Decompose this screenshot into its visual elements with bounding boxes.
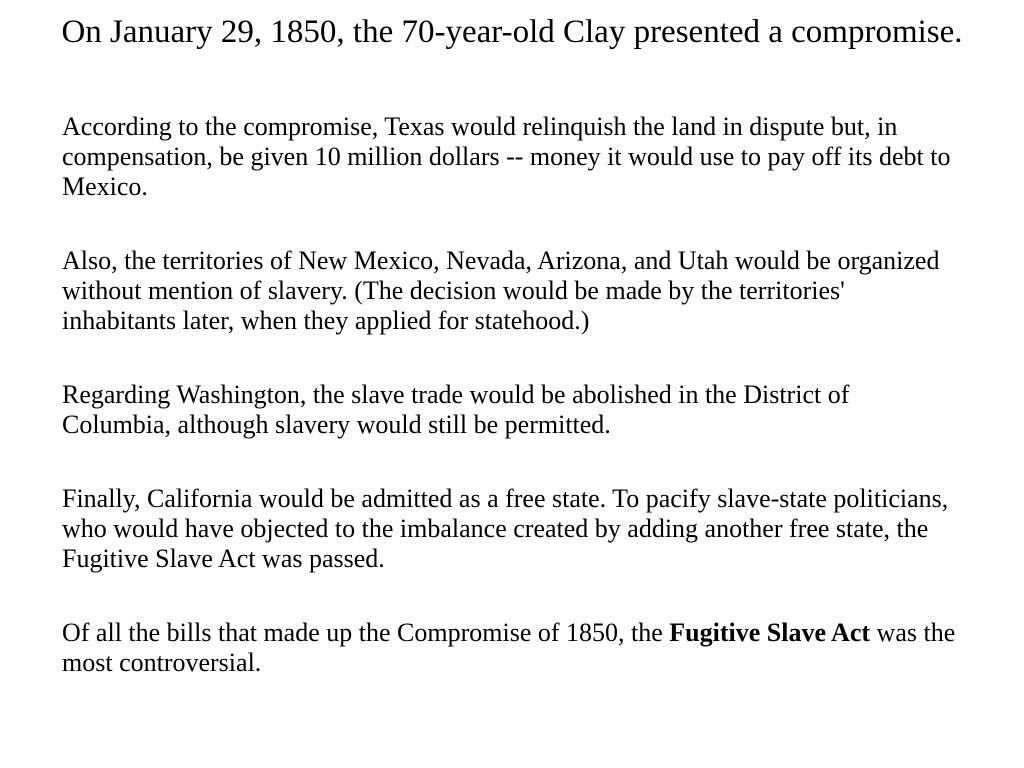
- paragraph-conclusion: [62, 618, 962, 678]
- conclusion-text-before: Of all the bills that made up the Compromise of 1850, the: [62, 618, 670, 647]
- fugitive-slave-act-emphasis: Fugitive Slave Act: [669, 618, 871, 647]
- paragraph-washington: Regarding Washington, the slave trade would be abolished in the District of Columbia, although slavery would still be permitted.: [62, 380, 850, 439]
- conclusion-text-after: was the most controversial.: [62, 618, 956, 677]
- paragraph-texas: According to the compromise, Texas would relinquish the land in dispute but, in compensation, be given 10 million dollars -- money it would use to pay off its debt to Mexico.: [62, 112, 951, 201]
- paragraph-territories: Also, the territories of New Mexico, Nevada, Arizona, and Utah would be organized without mention of slavery. (The decision would be made by the territories' inhabitants later, when they applied for statehood.): [62, 246, 940, 335]
- slide-body: [62, 112, 962, 678]
- paragraph-california: Finally, California would be admitted as a free state. To pacify slave-state politicians, who would have objected to the imbalance created by adding another free state, the Fugitive Slave Act was passed.: [62, 484, 949, 573]
- slide-title: On January 29, 1850, the 70-year-old Clay presented a compromise.: [61, 14, 963, 50]
